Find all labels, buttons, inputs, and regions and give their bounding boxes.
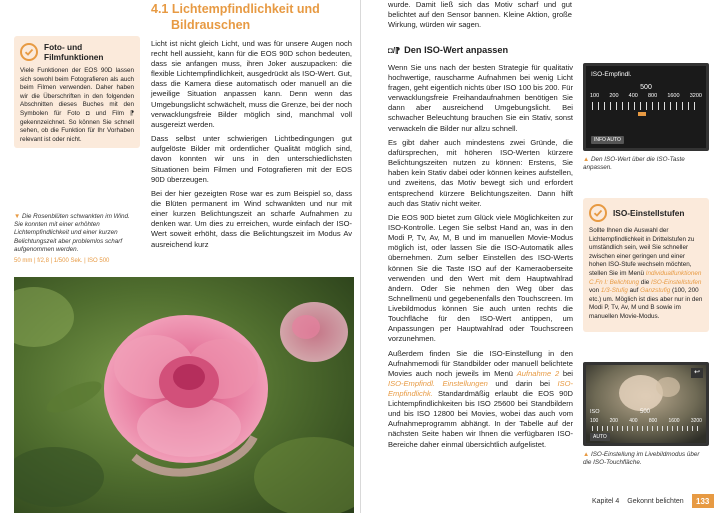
paragraph: Dass selbst unter schwierigen Lichtbedingungen gut aufgelöste Bilder mit ordentlicher Qualität möglich sind, davon konnten wir uns in den unterschiedlichsten Situationen beim Filmen und Fotografieren mit der EOS 90D überzeugen. — [151, 134, 352, 184]
heading-line-2: Bildrauschen — [171, 18, 251, 32]
screen-value: 500 — [640, 84, 652, 91]
info-auto-button: INFO AUTO — [591, 136, 624, 144]
camera-video-icon: ◘/⁋ — [388, 45, 401, 55]
info-box-text: Viele Funktionen der EOS 90D lassen sich sowohl beim Fotografieren als auch beim Filmen verwenden. Daher haben wir die Überschriften in den folgenden Abschnitten dieses Buches mit den Symbolen für Foto ◘ und Film ⁋ gekennzeichnet. So können Sie schnell sehen, ob die Funktion für Ihr Vorhaben relevant ist oder nicht. — [20, 67, 134, 143]
scale-pointer — [638, 112, 646, 116]
auto-button[interactable]: AUTO — [590, 433, 610, 441]
caption-marker: ▲ — [583, 451, 590, 458]
info-box-title: Foto- und Filmfunktionen — [44, 42, 104, 62]
menu-ref: ISO-Empfindlichk. — [388, 378, 573, 399]
screen-title: ISO-Empfindl. — [591, 71, 632, 78]
paragraph: Die EOS 90D bietet zum Glück viele Möglichkeiten zur ISO-Kontrolle. Legen Sie selbst Hand an, was in den Modi P, Tv, Av, M, B und im manuellen Movie-Modus möglich ist, oder lassen Sie die ISO-Automatik alles übernehmen. Zum selber Einstellen des ISO-Werts können Sie die Taste ISO auf der Kameraoberseite verwenden und den Wert mit dem Hauptwahlrad ändern. Oder Sie nehmen den Weg über das Schnellmenü und gegebenenfalls den Touchscreen. Im Livebildmodus können Sie auch unten rechts die Touchfläche für den ISO-Wert antippen, um Anpassungen per Hauptwahlrad oder Touchscreen vorzunehmen. — [388, 213, 573, 344]
right-intro-text: wurde. Damit ließ sich das Motiv scharf und gut belichtet auf den Sensor bannen. Kleine Aktion, große Wirkung, würden wir sagen. — [388, 0, 572, 30]
iso-scale-live: 100 200 400 800 1600 3200 — [590, 418, 702, 424]
spread-divider — [360, 0, 361, 513]
check-icon — [20, 43, 38, 61]
menu-ref: ISO-Empfindl. Einstellungen — [388, 378, 488, 388]
camera-screen-live-view — [583, 362, 709, 446]
info-box-text: Sollte Ihnen die Auswahl der Lichtempfindlichkeit in Drittelstufen zu umständlich sein, weil Sie schneller zwischen einer geringen und einer hohen ISO-Stufe wechseln möchten, stellen Sie im Menü Individualfunktionen C.Fn I: Belichtung die ISO-Einstellstufen von 1/3-Stufig auf Ganzstufig (100, 200 etc.) um. Möglich ist dies aber nur in den Modi P, Tv, Av, M und B sowie im manuellen Movie-Modus. — [589, 227, 703, 320]
paragraph: Wenn Sie uns nach der besten Strategie für qualitativ hochwertige, rauscharme Aufnahmen bei wenig Licht fragen, geht eigentlich nichts über ISO 100 bis 200. Für verwacklungsfreie Freihandaufnahmen benötigen Sie dann aber ausreichend Umgebungslicht. Bei schwacher Beleuchtung brauchen Sie ein Stativ, sonst verwackeln die Bilder nur allzu schnell. — [388, 63, 574, 133]
subheading-iso — [388, 45, 578, 55]
iso-touch-label: ISO — [590, 409, 600, 415]
paragraph: Es gibt daher auch mindestens zwei Gründe, die dafürsprechen, mit höheren ISO-Werten kürzere Belichtungszeiten nutzen zu können: Erstens, Sie haben kein Stativ dabei oder können keines aufstellen, und zweitens, das Motiv bewegt sich und erfordert entsprechend kürzere Belichtungszeiten. Dann hilft auch das Stativ nicht weiter. — [388, 138, 573, 208]
rose-photo — [14, 277, 354, 513]
caption-marker: ▼ — [14, 213, 21, 220]
paragraph: Licht ist nicht gleich Licht, und was für unsere Augen noch recht hell aussieht, kann für die EOS 90D schon bedeuten, dass sie anfangen muss, ihren Joker auszupacken: die flexible Lichtempfindlichkeit, ausgedrückt als ISO-Wert. Gut, dass die Kamera diese automatisch oder manuell an die jeweilige Situation anpassen kann. Denn wenn das Umgebungslicht schwächelt, muss die Grenze, bei der noch verwacklungsfreie Bilder möglich sind, manchmal voll ausgereizt werden. — [151, 39, 352, 129]
footer-chapter: Kapitel 4 — [592, 497, 620, 505]
heading-line-1: 4.1 Lichtempfindlichkeit und — [151, 2, 320, 16]
footer-title: Gekonnt belichten — [627, 497, 684, 505]
screen-caption-1: ▲ Den ISO-Wert über die ISO-Taste anpassen. — [583, 156, 685, 172]
live-ticks — [592, 426, 700, 431]
iso-touch-value: 500 — [640, 409, 651, 415]
subheading-text: Den ISO-Wert anpassen — [404, 45, 509, 55]
page-number: 133 — [692, 494, 714, 508]
info-box-iso-steps — [583, 198, 709, 332]
iso-ticks — [592, 102, 700, 110]
screen-caption-2: ▲ ISO-Einstellung im Livebildmodus über die ISO-Touchfläche. — [583, 451, 700, 467]
check-icon — [589, 204, 607, 222]
info-box-foto-film — [14, 36, 140, 148]
paragraph: Bei der hier gezeigten Rose war es zum Beispiel so, dass die Blüten permanent im Wind schwankten und nur mit einer kurzen Belichtungszeit an scharfe Aufnahmen zu denken war. Um dies zu erreichen, wurde einfach der ISO-Wert soweit erhöht, dass die Belichtungszeit im Modus Av ausreichend kurz — [151, 189, 352, 249]
info-box-title: ISO-Einstellstufen — [613, 208, 685, 218]
exif-data: 50 mm | f/2,8 | 1/500 Sek. | ISO 500 — [14, 258, 110, 265]
caption-marker: ▲ — [583, 156, 590, 163]
iso-scale: 100 200 400 800 1600 3200 — [590, 93, 702, 99]
section-heading — [151, 1, 351, 33]
right-body-text — [388, 63, 573, 454]
left-body-text — [151, 39, 352, 254]
camera-screen-iso-setting — [583, 63, 709, 151]
back-icon[interactable]: ↩ — [691, 368, 703, 378]
page-footer — [592, 494, 714, 508]
paragraph: Außerdem finden Sie die ISO-Einstellung in den Aufnahmemodi für Standbilder oder manuell belichtete Movies auch noch jeweils im Menü Aufnahme 2 bei ISO-Empfindl. Einstellungen und darin bei ISO-Empfindlichk. Standardmäßig erlaubt die EOS 90D Lichtempfindlichkeiten bis ISO 25600 bei Standbildern und bis ISO 12800 bei Movies, wobei das auch vom Aufnahmeprogramm abhängt. In der Tabelle auf der nächsten Seite haben wir Ihnen die verfügbaren ISO-Bereiche daher einmal übersichtlich aufgelistet. — [388, 348, 573, 449]
menu-ref: Aufnahme 2 — [516, 368, 560, 378]
photo-caption — [14, 213, 140, 264]
caption-text: Die Rosenblüten schwankten im Wind. Sie konnten mit einer erhöhten Lichtempfindlichkeit und einer kurzen Belichtungszeit aber problemlos scharf aufgenommen werden. — [14, 213, 130, 253]
